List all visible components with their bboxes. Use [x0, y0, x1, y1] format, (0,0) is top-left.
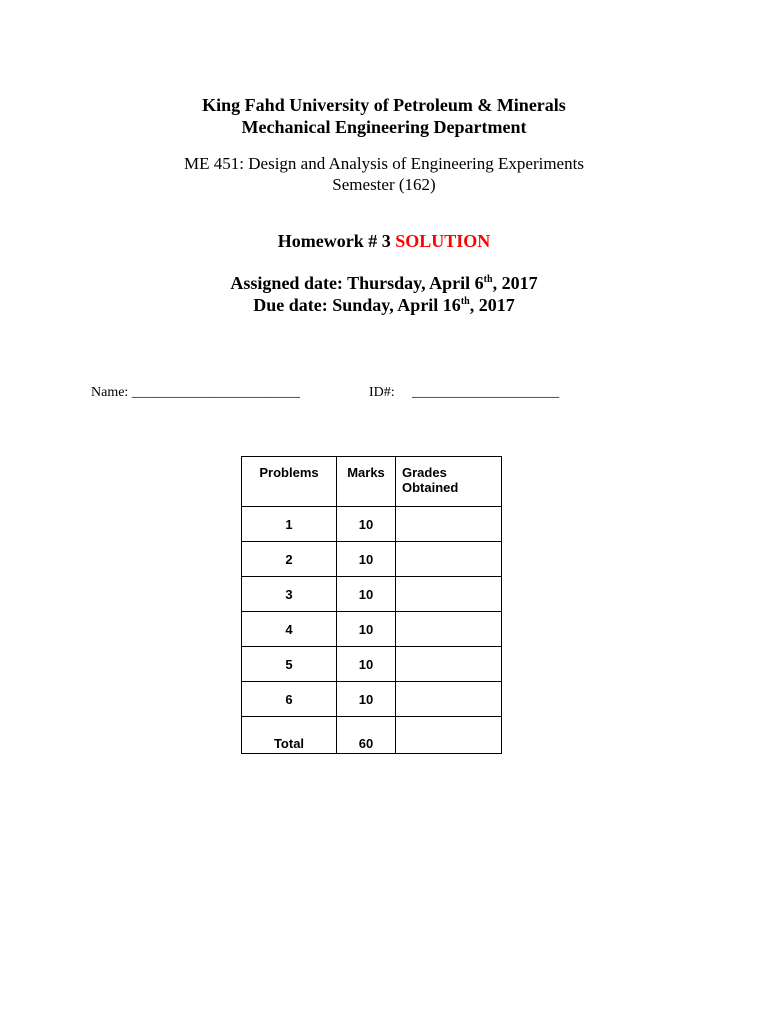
id-field[interactable]: [369, 384, 559, 402]
problem-cell: 1: [242, 507, 337, 542]
problem-cell: 3: [242, 577, 337, 612]
grades-table: [241, 456, 502, 754]
total-label: Total: [242, 717, 337, 754]
grade-cell[interactable]: [396, 612, 502, 647]
table-row: [242, 682, 502, 717]
marks-cell: 10: [337, 577, 396, 612]
problem-cell: 6: [242, 682, 337, 717]
grade-cell[interactable]: [396, 682, 502, 717]
assigned-date-year: , 2017: [492, 273, 538, 293]
header-problems: Problems: [242, 457, 337, 507]
due-date-text: Due date: Sunday, April 16: [253, 295, 461, 315]
table-total-row: [242, 717, 502, 754]
name-label: Name:: [91, 385, 129, 400]
total-marks: 60: [337, 717, 396, 754]
total-grade-cell[interactable]: [396, 717, 502, 754]
grade-cell[interactable]: [396, 507, 502, 542]
name-line[interactable]: ________________________: [131, 385, 300, 400]
header-marks: Marks: [337, 457, 396, 507]
marks-cell: 10: [337, 612, 396, 647]
due-date: [0, 294, 768, 316]
semester-label: Semester (162): [332, 175, 436, 194]
problem-cell: 5: [242, 647, 337, 682]
university-name: King Fahd University of Petroleum & Minerals: [202, 95, 566, 115]
table-row: [242, 507, 502, 542]
homework-title: [0, 230, 768, 252]
header-grades-obtained: Grades Obtained: [396, 457, 502, 507]
marks-cell: 10: [337, 507, 396, 542]
marks-cell: 10: [337, 647, 396, 682]
table-row: [242, 612, 502, 647]
grade-cell[interactable]: [396, 577, 502, 612]
name-field[interactable]: [91, 384, 300, 402]
due-date-year: , 2017: [469, 295, 515, 315]
problem-cell: 2: [242, 542, 337, 577]
table-row: [242, 647, 502, 682]
table-row: [242, 542, 502, 577]
homework-number: Homework # 3: [277, 231, 391, 251]
course-title: ME 451: Design and Analysis of Engineering Experiments: [184, 154, 584, 173]
grade-cell[interactable]: [396, 647, 502, 682]
marks-cell: 10: [337, 682, 396, 717]
id-line[interactable]: _____________________: [412, 385, 560, 400]
department-name: Mechanical Engineering Department: [241, 117, 527, 137]
assigned-date: [0, 272, 768, 294]
problem-cell: 4: [242, 612, 337, 647]
id-label: ID#:: [369, 385, 395, 400]
table-header-row: [242, 457, 502, 507]
solution-tag: SOLUTION: [395, 231, 491, 251]
marks-cell: 10: [337, 542, 396, 577]
assigned-date-suffix: th: [483, 274, 493, 285]
due-date-suffix: th: [460, 296, 470, 307]
assigned-date-text: Assigned date: Thursday, April 6: [230, 273, 484, 293]
grade-cell[interactable]: [396, 542, 502, 577]
table-row: [242, 577, 502, 612]
